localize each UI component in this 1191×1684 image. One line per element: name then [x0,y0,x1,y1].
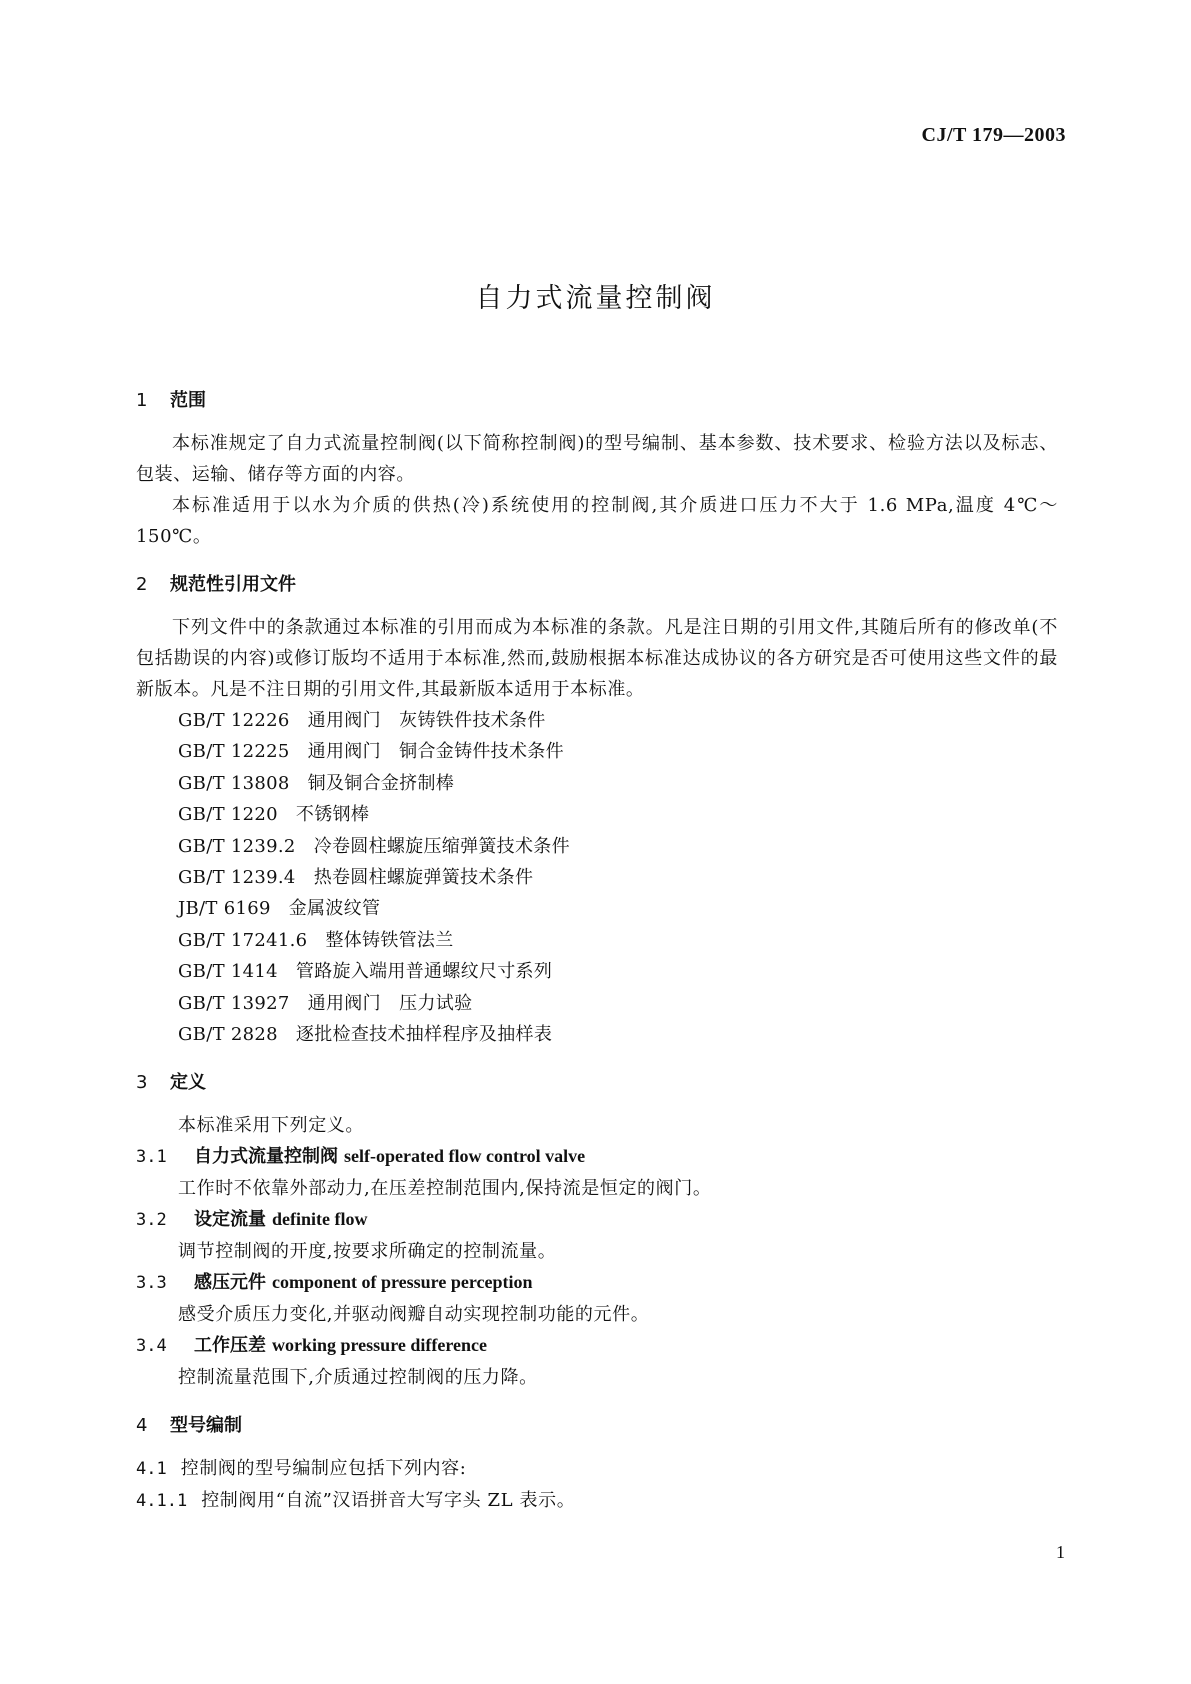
section-number: 2 [136,574,148,595]
section-title: 型号编制 [170,1415,242,1437]
definition-text: 工作时不依靠外部动力,在压差控制范围内,保持流是恒定的阀门。 [178,1178,712,1200]
term-chinese: 设定流量 [194,1209,266,1231]
reference-item [136,925,1058,956]
reference-code: GB/T 17241.6 [178,929,308,951]
reference-code: GB/T 1239.2 [178,835,296,857]
reference-code: GB/T 13808 [178,772,290,794]
section-title: 范围 [170,390,206,411]
clause-number: 4.1.1 [136,1491,188,1512]
definition-number: 3.3 [136,1273,167,1294]
reference-title: 通用阀门 铜合金铸件技术条件 [307,741,564,763]
clause [136,1453,1058,1485]
document-title: 自力式流量控制阀 [475,283,716,314]
definition-text: 调节控制阀的开度,按要求所确定的控制流量。 [178,1241,557,1263]
reference-code: GB/T 1220 [178,804,278,826]
reference-title: 通用阀门 压力试验 [307,992,473,1014]
clause-text: 控制阀的型号编制应包括下列内容: [180,1458,467,1480]
reference-title: 逐批检查技术抽样程序及抽样表 [295,1024,553,1046]
reference-item [136,799,1058,830]
definition-text: 控制流量范围下,介质通过控制阀的压力降。 [178,1367,538,1389]
reference-title: 不锈钢棒 [295,804,370,826]
standard-code: CJ/T 179—2003 [921,124,1066,146]
reference-code: GB/T 2828 [178,1024,278,1046]
reference-item [136,988,1058,1019]
reference-title: 热卷圆柱螺旋弹簧技术条件 [313,867,534,889]
section-title: 定义 [170,1072,206,1094]
paragraph: 本标准规定了自力式流量控制阀(以下简称控制阀)的型号编制、基本参数、技术要求、检验方法以及标志、包装、运输、储存等方面的内容。 [136,433,1058,485]
reference-code: GB/T 1414 [178,961,278,983]
reference-item [136,736,1058,767]
term-chinese: 工作压差 [194,1335,266,1357]
section-heading-model-designation [136,1413,1058,1439]
reference-code: GB/T 1239.4 [178,867,296,889]
document-body [136,388,1058,1517]
term-english: working pressure difference [272,1335,487,1356]
reference-item [136,893,1058,924]
definition-term [136,1141,1058,1173]
definition-number: 3.4 [136,1336,167,1357]
page-number: 1 [1056,1542,1065,1562]
term-chinese: 自力式流量控制阀 [194,1146,338,1168]
reference-code: GB/T 13927 [178,992,290,1014]
clause-number: 4.1 [136,1459,167,1480]
reference-title: 通用阀门 灰铸铁件技术条件 [307,710,546,731]
definition-term [136,1267,1058,1299]
reference-title: 铜及铜合金挤制棒 [307,772,455,794]
paragraph: 本标准适用于以水为介质的供热(冷)系统使用的控制阀,其介质进口压力不大于 1.6 MPa,温度 4℃～150℃。 [136,495,1058,547]
reference-title: 冷卷圆柱螺旋压缩弹簧技术条件 [313,835,570,857]
reference-code: JB/T 6169 [178,898,271,920]
definition-number: 3.2 [136,1210,167,1231]
reference-code: GB/T 12226 [178,710,290,731]
section-number: 1 [136,390,148,411]
definitions-intro: 本标准采用下列定义。 [178,1115,364,1137]
section-number: 4 [136,1415,148,1437]
definition-text: 感受介质压力变化,并驱动阀瓣自动实现控制功能的元件。 [178,1304,650,1326]
section-heading-definitions [136,1070,1058,1096]
definition-number: 3.1 [136,1147,167,1168]
definition-term [136,1204,1058,1236]
reference-item [136,956,1058,987]
clause [136,1485,1058,1517]
reference-item [136,862,1058,893]
section-heading-scope [136,388,1058,414]
definition-term [136,1330,1058,1362]
term-english: definite flow [272,1209,368,1230]
section-title: 规范性引用文件 [170,574,296,595]
reference-item [136,831,1058,862]
reference-list [136,705,1058,1050]
term-english: self-operated flow control valve [344,1146,586,1167]
section-number: 3 [136,1072,148,1094]
term-chinese: 感压元件 [194,1272,266,1294]
section-heading-normative-references [136,572,1058,598]
paragraph: 下列文件中的条款通过本标准的引用而成为本标准的条款。凡是注日期的引用文件,其随后所有的修改单(不包括勘误的内容)或修订版均不适用于本标准,然而,鼓励根据本标准达成协议的各方研究是否可使用这些文件的最新版本。凡是不注日期的引用文件,其最新版本适用于本标准。 [136,617,1058,700]
term-english: component of pressure perception [272,1272,533,1293]
reference-title: 金属波纹管 [288,898,381,920]
reference-item [136,1019,1058,1050]
clause-text: 控制阀用“自流”汉语拼音大写字头 ZL 表示。 [201,1490,576,1512]
reference-item [136,705,1058,736]
reference-code: GB/T 12225 [178,741,290,763]
reference-item [136,768,1058,799]
reference-title: 整体铸铁管法兰 [325,929,454,951]
reference-title: 管路旋入端用普通螺纹尺寸系列 [295,961,553,983]
